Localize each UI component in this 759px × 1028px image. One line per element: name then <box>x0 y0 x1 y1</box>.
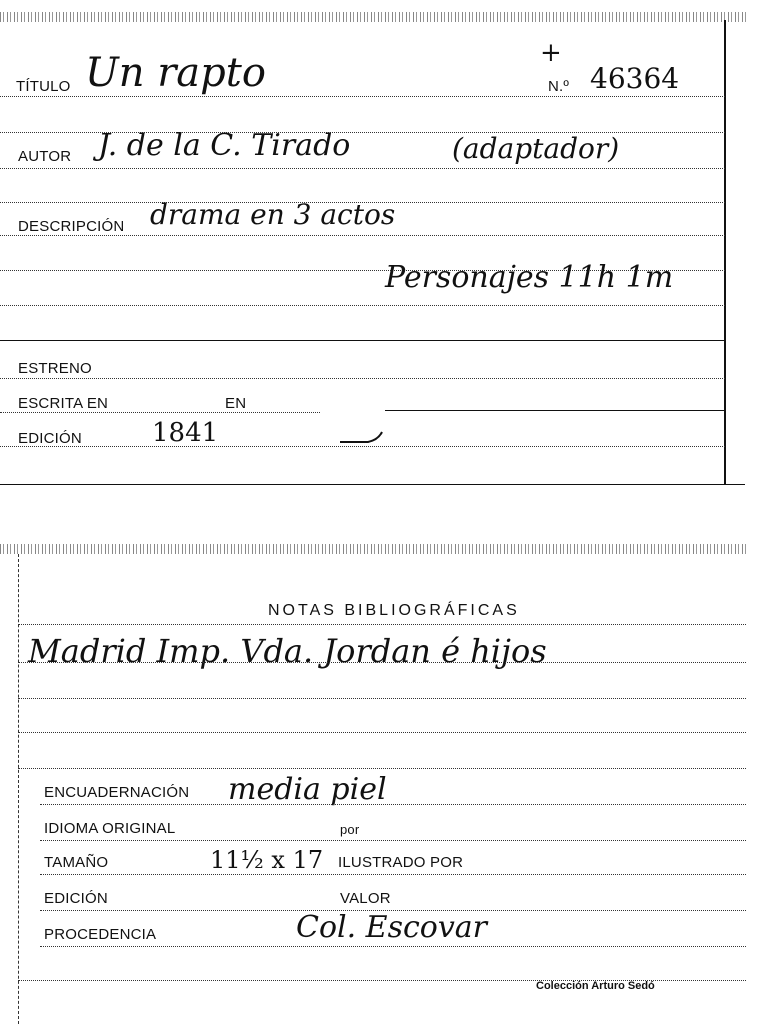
edicion-label-back: EDICIÓN <box>44 890 108 907</box>
descripcion-value: drama en 3 actos <box>150 198 396 231</box>
procedencia-value: Col. Escovar <box>296 910 488 945</box>
en-label: EN <box>225 395 247 412</box>
card-back <box>0 540 759 1028</box>
rule <box>18 624 746 625</box>
rule <box>18 662 746 663</box>
notas-heading: NOTAS BIBLIOGRÁFICAS <box>268 602 520 619</box>
edicion-value: 1841 <box>152 418 219 448</box>
rule <box>0 96 725 97</box>
card-edge <box>0 12 747 22</box>
rule <box>0 235 725 236</box>
tamano-value: 11½ x 17 <box>210 846 324 874</box>
card-bottom-border <box>0 484 745 485</box>
procedencia-label: PROCEDENCIA <box>44 926 157 943</box>
valor-label: VALOR <box>340 890 391 907</box>
encuadernacion-label: ENCUADERNACIÓN <box>44 784 190 801</box>
autor-value: J. de la C. Tirado <box>98 128 351 163</box>
rule <box>40 804 746 805</box>
rule <box>0 378 725 379</box>
descripcion-label: DESCRIPCIÓN <box>18 218 125 235</box>
rule <box>40 874 746 875</box>
pen-stroke <box>338 428 388 448</box>
card-edge <box>0 544 747 554</box>
titulo-value: Un rapto <box>85 50 266 96</box>
escrita-label: ESCRITA EN <box>18 395 109 412</box>
titulo-label: TÍTULO <box>16 78 71 95</box>
estreno-label: ESTRENO <box>18 360 92 377</box>
card-front <box>0 0 759 495</box>
idioma-label: IDIOMA ORIGINAL <box>44 820 176 837</box>
section-divider <box>0 340 725 341</box>
rule <box>18 768 746 769</box>
rule <box>40 946 746 947</box>
rule <box>18 698 746 699</box>
rule <box>0 168 725 169</box>
rule <box>0 412 320 413</box>
numero-value: 46364 <box>590 62 680 95</box>
rule <box>0 305 725 306</box>
rule <box>385 410 725 411</box>
autor-note: (adaptador) <box>452 132 620 165</box>
cross-mark: + <box>540 38 562 68</box>
rule <box>40 840 746 841</box>
por-label: por <box>340 822 360 837</box>
numero-label: N.º <box>548 78 570 95</box>
card-right-border <box>724 20 726 485</box>
personajes-value: Personajes 11h 1m <box>385 260 674 295</box>
autor-label: AUTOR <box>18 148 72 165</box>
tamano-label: TAMAÑO <box>44 854 109 871</box>
rule <box>18 732 746 733</box>
edicion-label: EDICIÓN <box>18 430 82 447</box>
encuadernacion-value: media piel <box>228 772 387 807</box>
ilustrado-label: ILUSTRADO POR <box>338 854 464 871</box>
collection-footer: Colección Arturo Sedó <box>536 980 655 992</box>
notas-value: Madrid Imp. Vda. Jordan é hijos <box>28 632 547 670</box>
